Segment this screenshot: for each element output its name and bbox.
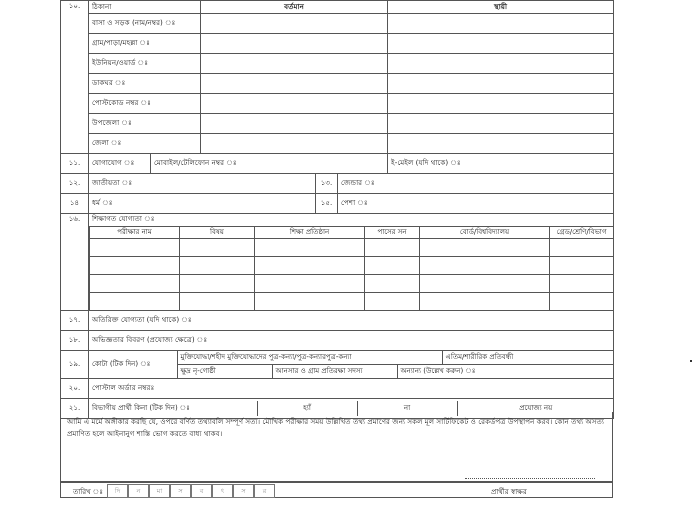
- declaration-box: [60, 412, 613, 482]
- education-cell: [89, 214, 614, 311]
- present-house-input[interactable]: [201, 14, 388, 34]
- date-cell[interactable]: মা: [149, 484, 170, 498]
- present-post-office-input[interactable]: [201, 74, 388, 94]
- subject-header: বিষয়: [180, 227, 255, 239]
- profession-field[interactable]: পেশা ঃ: [338, 194, 614, 214]
- religion-row: [61, 194, 614, 214]
- date-cell[interactable]: স: [170, 484, 191, 498]
- address-field-row: [61, 54, 614, 74]
- present-union-input[interactable]: [201, 54, 388, 74]
- extra-qualification-field[interactable]: অতিরিক্ত যোগ্যতা (যদি থাকে) ঃ: [89, 311, 614, 331]
- education-table: [89, 226, 614, 310]
- application-form-page: [60, 0, 613, 508]
- education-label: শিক্ষাগত যোগ্যতা ঃ: [92, 214, 155, 223]
- address-field-row: [61, 94, 614, 114]
- education-entry-row[interactable]: [90, 275, 614, 293]
- gender-field[interactable]: জেন্ডার ঃ: [338, 174, 614, 194]
- date-box: [60, 482, 613, 498]
- grade-header: গ্রেড/শ্রেণি/বিভাগ: [550, 227, 614, 239]
- education-entry-row[interactable]: [90, 239, 614, 257]
- education-entry-row[interactable]: [90, 257, 614, 275]
- postal-row-number: ২০.: [61, 379, 89, 399]
- institution-header: শিক্ষা প্রতিষ্ঠান: [255, 227, 365, 239]
- education-row: [61, 214, 614, 311]
- address-field-row: [61, 134, 614, 154]
- quota-label: কোটা (টিক দিন) ঃ: [89, 351, 177, 378]
- present-upazila-input[interactable]: [201, 114, 388, 134]
- present-postcode-input[interactable]: [201, 94, 388, 114]
- quota-row: [61, 351, 614, 379]
- signature-label: প্রার্থীর স্বাক্ষর: [491, 488, 527, 496]
- nationality-field[interactable]: জাতীয়তা ঃ: [89, 174, 316, 194]
- education-entry-row[interactable]: [90, 293, 614, 311]
- religion-field[interactable]: ধর্ম ঃ: [89, 194, 316, 214]
- district-label: জেলা ঃ: [89, 134, 201, 154]
- quota-ethnic-option[interactable]: ক্ষুদ্র নৃ-গোষ্ঠী: [177, 365, 272, 379]
- quota-table: [89, 351, 614, 378]
- permanent-village-input[interactable]: [388, 34, 614, 54]
- permanent-postcode-input[interactable]: [388, 94, 614, 114]
- quota-freedom-fighter-option[interactable]: মুক্তিযোদ্ধা/শহীদ মুক্তিযোদ্ধাদের পুত্র-কন্যা/পুত্র-কন্যারপুত্র-কন্যা: [177, 351, 442, 365]
- date-cell[interactable]: ন: [128, 484, 149, 498]
- date-cells[interactable]: [107, 484, 275, 498]
- experience-field[interactable]: অভিজ্ঞতার বিবরণ (প্রযোজ্য ক্ষেত্রে) ঃ: [89, 331, 614, 351]
- departmental-no-option[interactable]: না: [357, 401, 457, 416]
- present-village-input[interactable]: [201, 34, 388, 54]
- post-office-label: ডাকঘর ঃ: [89, 74, 201, 94]
- religion-row-number: ১৪: [61, 194, 89, 214]
- application-form-table: [60, 0, 614, 419]
- extra-row-number: ১৭.: [61, 311, 89, 331]
- profession-row-number: ১৫.: [316, 194, 338, 214]
- date-cell[interactable]: ৎ: [212, 484, 233, 498]
- quota-row-number: ১৯.: [61, 351, 89, 379]
- postal-order-row: [61, 379, 614, 399]
- permanent-house-input[interactable]: [388, 14, 614, 34]
- permanent-post-office-input[interactable]: [388, 74, 614, 94]
- address-label: ঠিকানা: [89, 1, 201, 14]
- nationality-row: [61, 174, 614, 194]
- address-header-row: [61, 1, 614, 14]
- stray-mark: [690, 360, 692, 362]
- date-cell[interactable]: ব: [191, 484, 212, 498]
- extra-qualification-row: [61, 311, 614, 331]
- village-label: গ্রাম/পাড়া/মহল্লা ঃ: [89, 34, 201, 54]
- departmental-row-number: ২১.: [61, 399, 89, 419]
- postcode-label: পোস্টকোড নম্বর ঃ: [89, 94, 201, 114]
- contact-row: [61, 154, 614, 174]
- date-cell[interactable]: র: [254, 484, 275, 498]
- gender-row-number: ১৩.: [316, 174, 338, 194]
- email-field[interactable]: ই-মেইল (যদি থাকে) ঃ: [388, 154, 614, 174]
- contact-label: যোগাযোগ ঃ: [89, 154, 151, 174]
- address-field-row: [61, 34, 614, 54]
- quota-cell: [89, 351, 614, 379]
- experience-row-number: ১৮.: [61, 331, 89, 351]
- departmental-yes-option[interactable]: হ্যাঁ: [257, 401, 357, 416]
- signature-line[interactable]: [465, 478, 595, 479]
- board-header: বোর্ড/বিশ্ববিদ্যালয়: [420, 227, 550, 239]
- date-cell[interactable]: স: [233, 484, 254, 498]
- mobile-field[interactable]: মোবাইল/টেলিফোন নম্বর ঃ: [151, 154, 388, 174]
- present-district-input[interactable]: [201, 134, 388, 154]
- education-header-row: [90, 227, 614, 239]
- address-field-row: [61, 74, 614, 94]
- quota-ansar-option[interactable]: আনসার ও গ্রাম প্রতিরক্ষা সদস্য: [272, 365, 397, 379]
- quota-orphan-option[interactable]: এতিম/শারীরিক প্রতিবন্ধী: [442, 351, 614, 365]
- upazila-label: উপজেলা ঃ: [89, 114, 201, 134]
- address-field-row: [61, 114, 614, 134]
- date-label: তারিখ ঃ: [73, 488, 103, 496]
- date-cell[interactable]: দি: [107, 484, 128, 498]
- nationality-row-number: ১২.: [61, 174, 89, 194]
- permanent-union-input[interactable]: [388, 54, 614, 74]
- departmental-label: বিভাগীয় প্রার্থী কিনা (টিক দিন) ঃ: [89, 401, 257, 416]
- quota-other-option[interactable]: অন্যান্য (উল্লেখ করুন) ঃ: [397, 365, 614, 379]
- education-row-number: ১৬.: [61, 214, 89, 311]
- present-address-header: বর্তমান: [201, 1, 388, 14]
- departmental-na-option[interactable]: প্রযোজ্য নয়: [519, 404, 553, 413]
- pass-year-header: পাসের সন: [365, 227, 420, 239]
- union-label: ইউনিয়ন/ওয়ার্ড ঃ: [89, 54, 201, 74]
- address-field-row: [61, 14, 614, 34]
- declaration-text: আমি এ মর্মে অঙ্গীকার করছি যে, ওপরে বর্ণিত তথ্যাবলি সম্পূর্ণ সত্য। মৌখিক পরীক্ষার সময় উল্লিখিত তথ্য প্রমাণের জন্য সকল মূল সার্টিফিকেট ও রেকর্ডপত্র উপস্থাপন করব। কোন তথ্য অসত্য প্রমাণিত হলে আইনানুগ শাস্তি ভোগ করতে বাধ্য থাকব।: [67, 417, 604, 439]
- permanent-district-input[interactable]: [388, 134, 614, 154]
- exam-name-header: পরীক্ষার নাম: [90, 227, 180, 239]
- postal-order-field[interactable]: পোস্টাল অর্ডার নম্বরঃ: [89, 379, 614, 399]
- contact-row-number: ১১.: [61, 154, 89, 174]
- house-road-label: বাসা ও সড়ক (নাম/নম্বর) ঃ: [89, 14, 201, 34]
- permanent-upazila-input[interactable]: [388, 114, 614, 134]
- experience-row: [61, 331, 614, 351]
- permanent-address-header: স্থায়ী: [388, 1, 614, 14]
- address-row-number: ১০.: [61, 1, 89, 154]
